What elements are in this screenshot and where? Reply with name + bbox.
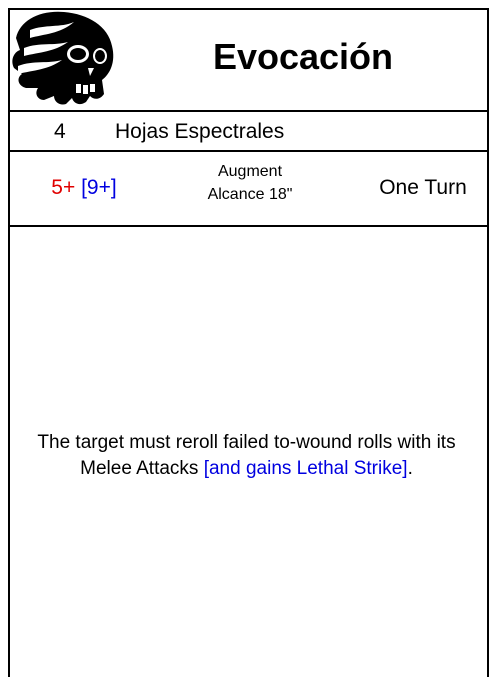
description-end: . (407, 458, 413, 479)
description-augment: [and gains Lethal Strike] (203, 458, 408, 479)
card-border-right (487, 8, 489, 677)
casting-cost-augment: [9+] (81, 176, 117, 199)
spell-name: Hojas Espectrales (115, 120, 285, 143)
casting-cost-base: 5+ (51, 176, 76, 199)
spell-level: 4 (54, 120, 66, 143)
divider-stats (8, 225, 489, 227)
skull-icon (10, 8, 118, 112)
spell-description (24, 430, 469, 482)
divider-header (8, 110, 489, 112)
spell-duration: One Turn (379, 176, 467, 199)
spell-type: Augment (217, 163, 283, 180)
casting-cost (18, 176, 150, 200)
spell-range: Alcance 18" (207, 186, 293, 203)
divider-name (8, 150, 489, 152)
spell-school-title: Evocación (212, 36, 394, 77)
spell-target-info (190, 160, 310, 206)
description-main: The target must reroll failed to-wound rolls with its Melee Attacks (37, 432, 456, 479)
